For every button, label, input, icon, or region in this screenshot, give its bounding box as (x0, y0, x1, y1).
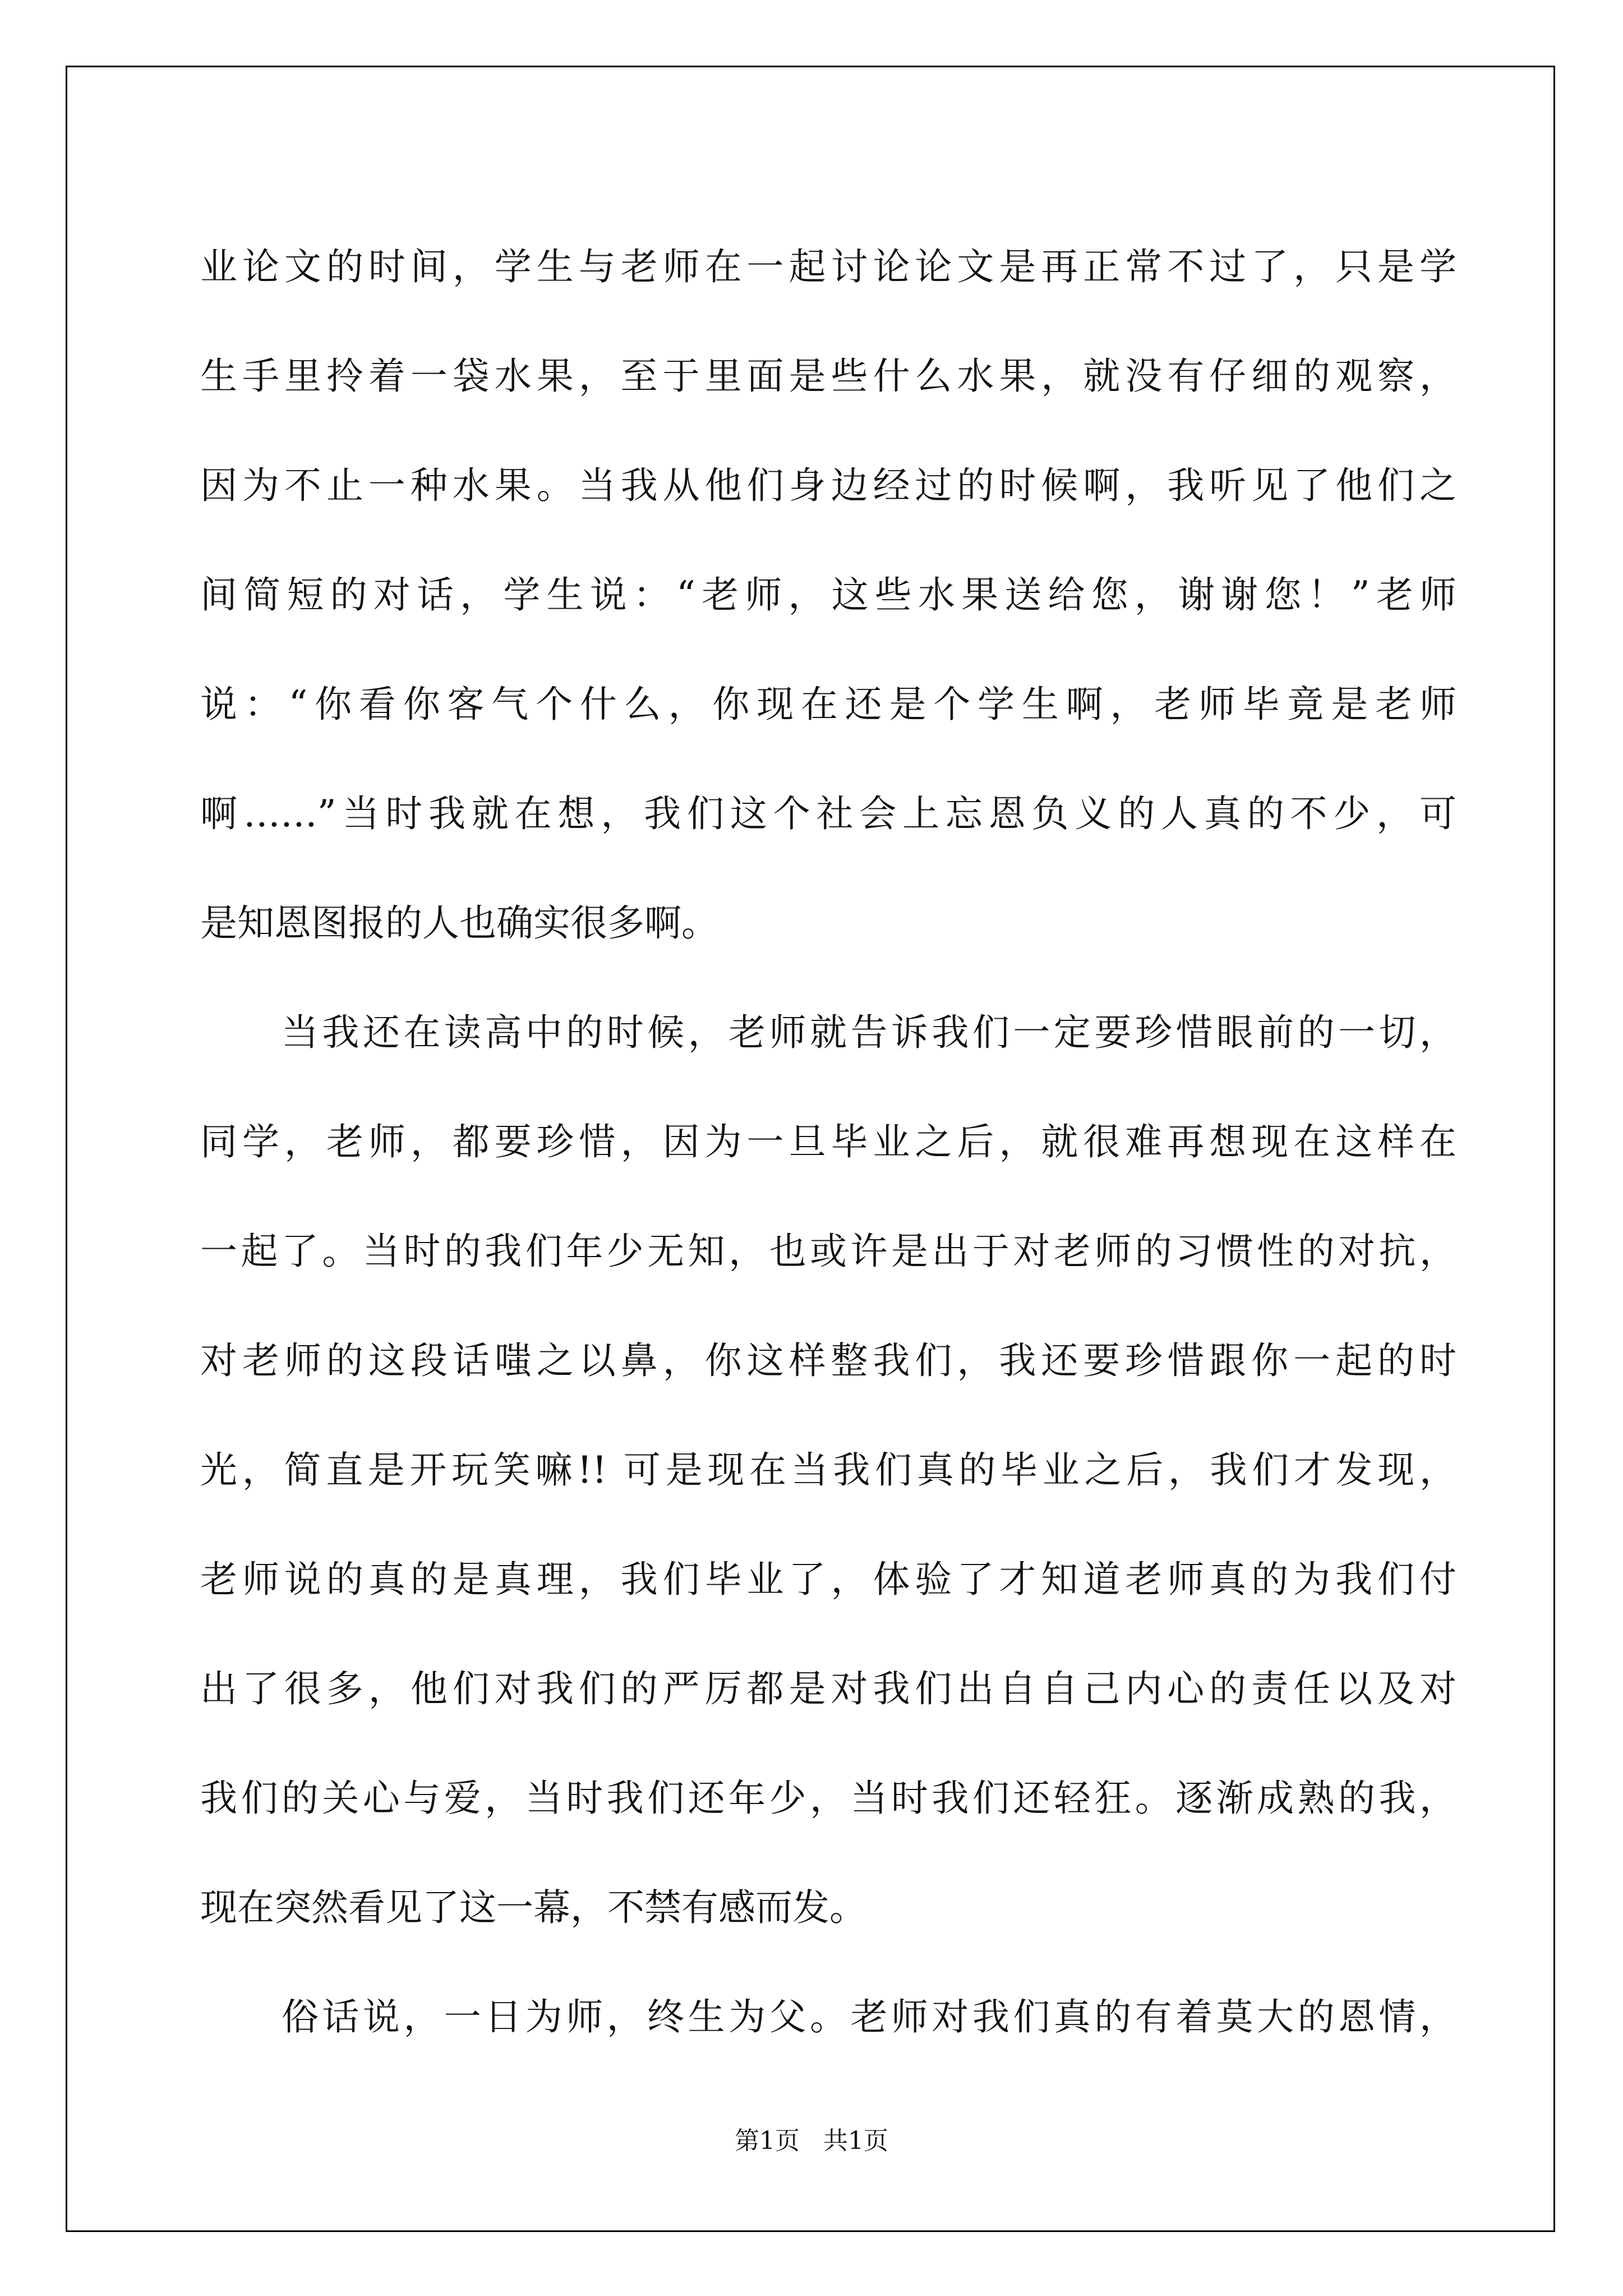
text-line: 对老师的这段话嗤之以鼻，你这样整我们，我还要珍惜跟你一起的时 (200, 1339, 1456, 1382)
text-line: 现在突然看见了这一幕，不禁有感而发。 (200, 1886, 866, 1929)
page-footer (0, 2120, 1623, 2156)
text-line: 出了很多，他们对我们的严厉都是对我们出自自己内心的责任以及对 (200, 1667, 1456, 1710)
text-line: 同学，老师，都要珍惜，因为一旦毕业之后，就很难再想现在这样在 (200, 1120, 1456, 1163)
page-number: 第1页 (735, 2127, 800, 2155)
text-line: 我们的关心与爱，当时我们还年少，当时我们还轻狂。逐渐成熟的我， (200, 1777, 1456, 1820)
text-line: 俗话说，一日为师，终生为父。老师对我们真的有着莫大的恩情， (200, 1995, 1456, 2039)
text-line: 当我还在读高中的时候，老师就告诉我们一定要珍惜眼前的一切， (200, 1011, 1456, 1054)
text-line: 一起了。当时的我们年少无知，也或许是出于对老师的习惯性的对抗， (200, 1230, 1456, 1273)
text-line: 啊……”当时我就在想，我们这个社会上忘恩负义的人真的不少，可 (200, 792, 1456, 835)
text-line: 因为不止一种水果。当我从他们身边经过的时候啊，我听见了他们之 (200, 464, 1456, 507)
text-line: 老师说的真的是真理，我们毕业了，体验了才知道老师真的为我们付 (200, 1558, 1456, 1601)
text-line: 间简短的对话，学生说：“老师，这些水果送给您，谢谢您！”老师 (200, 573, 1456, 616)
text-line: 生手里拎着一袋水果，至于里面是些什么水果，就没有仔细的观察， (200, 355, 1456, 398)
text-line: 说：“你看你客气个什么，你现在还是个学生啊，老师毕竟是老师 (200, 683, 1456, 726)
text-line: 是知恩图报的人也确实很多啊。 (200, 901, 718, 945)
text-line: 光，简直是开玩笑嘛!! 可是现在当我们真的毕业之后，我们才发现， (200, 1448, 1456, 1492)
page-total: 共1页 (823, 2127, 888, 2155)
document-body (200, 212, 1456, 2072)
text-line: 业论文的时间，学生与老师在一起讨论论文是再正常不过了，只是学 (200, 245, 1456, 288)
